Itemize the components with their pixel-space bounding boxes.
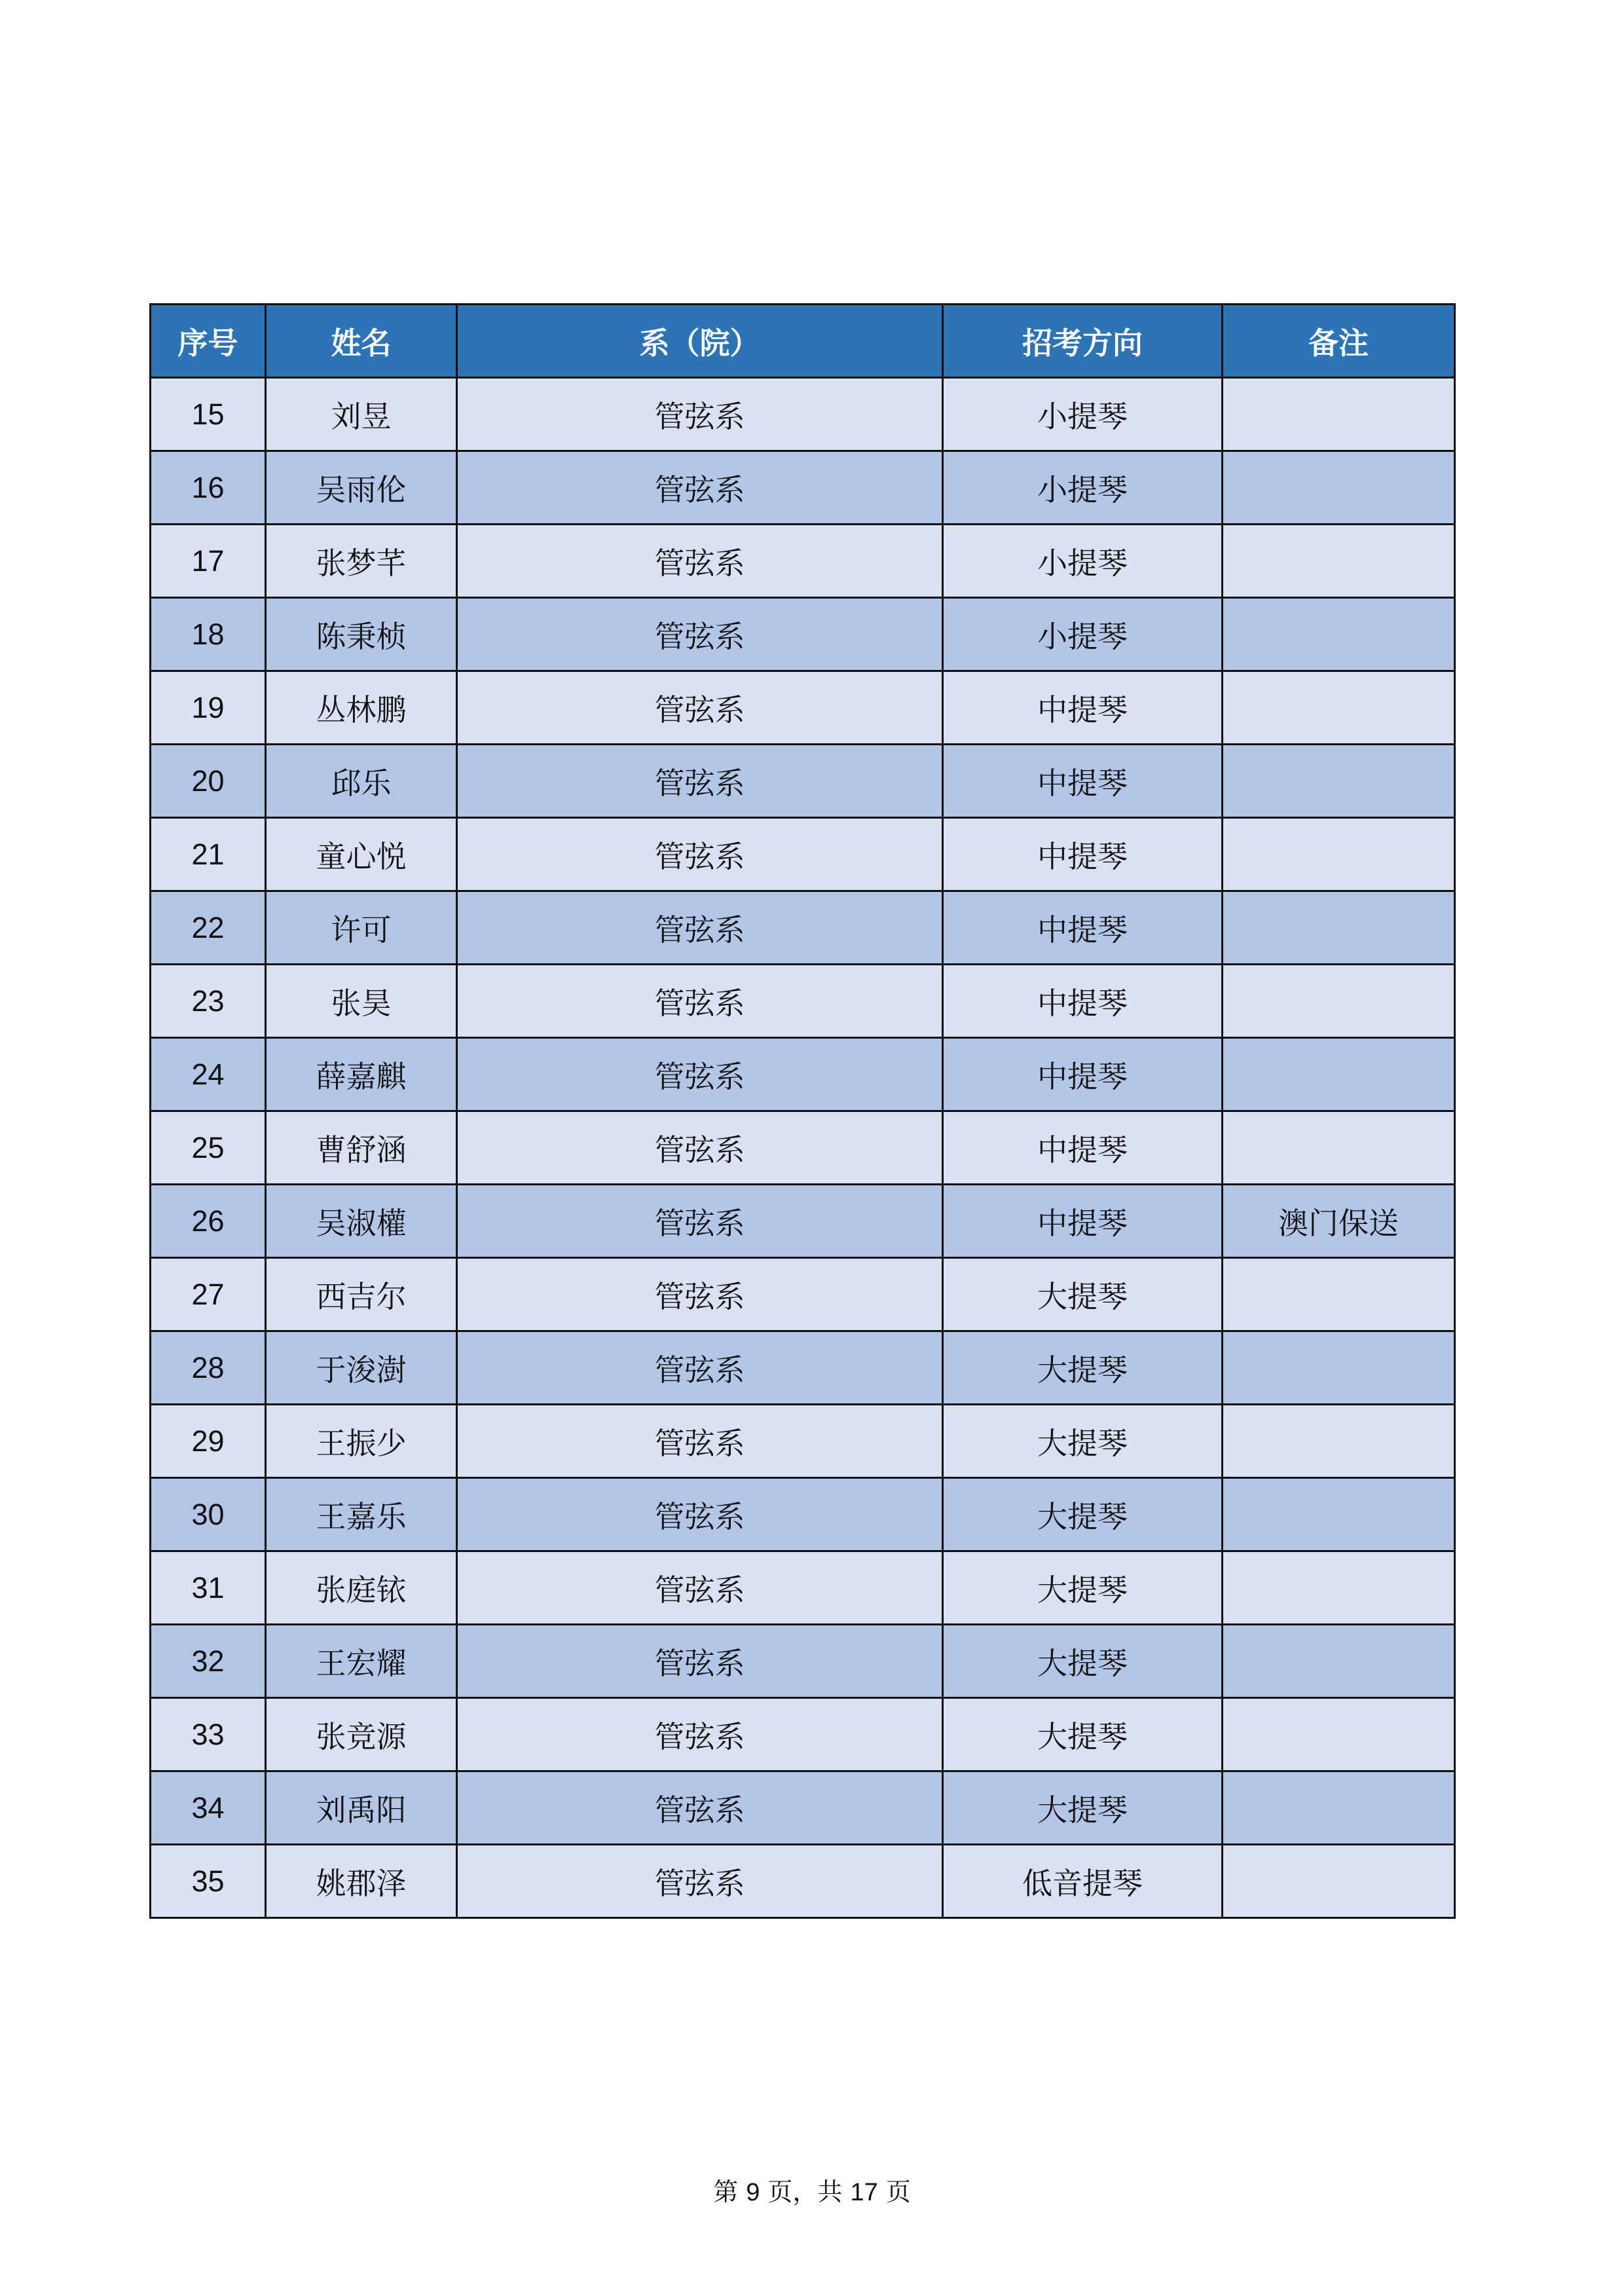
cell-name: 张竞源: [266, 1698, 457, 1771]
table-row: [151, 1258, 1455, 1331]
cell-note: [1223, 1111, 1455, 1185]
cell-department: 管弦系: [457, 598, 943, 671]
cell-direction: 大提琴: [943, 1331, 1223, 1405]
page-footer: [0, 2172, 1624, 2208]
table-row: [151, 1625, 1455, 1698]
cell-name: 陈秉桢: [266, 598, 457, 671]
cell-note: [1223, 1698, 1455, 1771]
cell-note: [1223, 671, 1455, 745]
cell-direction: 中提琴: [943, 671, 1223, 745]
cell-number: 32: [151, 1625, 266, 1698]
footer-suffix: 页: [877, 2177, 911, 2206]
table-row: [151, 1478, 1455, 1551]
cell-note: [1223, 598, 1455, 671]
table-row: [151, 1771, 1455, 1845]
cell-department: 管弦系: [457, 891, 943, 965]
table-row: [151, 1845, 1455, 1918]
cell-direction: 大提琴: [943, 1698, 1223, 1771]
cell-department: 管弦系: [457, 1258, 943, 1331]
cell-department: 管弦系: [457, 1551, 943, 1625]
cell-department: 管弦系: [457, 671, 943, 745]
table-row: [151, 598, 1455, 671]
cell-department: 管弦系: [457, 1698, 943, 1771]
cell-number: 23: [151, 965, 266, 1038]
cell-note: [1223, 1625, 1455, 1698]
cell-department: 管弦系: [457, 965, 943, 1038]
cell-note: [1223, 818, 1455, 891]
cell-name: 王振少: [266, 1405, 457, 1478]
cell-department: 管弦系: [457, 745, 943, 818]
cell-name: 刘禹阳: [266, 1771, 457, 1845]
cell-name: 吴雨伦: [266, 451, 457, 525]
cell-direction: 小提琴: [943, 378, 1223, 451]
cell-department: 管弦系: [457, 525, 943, 598]
cell-number: 15: [151, 378, 266, 451]
header-note: 备注: [1223, 305, 1455, 378]
cell-number: 16: [151, 451, 266, 525]
cell-number: 19: [151, 671, 266, 745]
cell-number: 33: [151, 1698, 266, 1771]
table-header-row: [151, 305, 1455, 378]
table-row: [151, 671, 1455, 745]
cell-number: 20: [151, 745, 266, 818]
cell-department: 管弦系: [457, 1111, 943, 1185]
cell-number: 30: [151, 1478, 266, 1551]
cell-name: 丛林鹏: [266, 671, 457, 745]
cell-direction: 小提琴: [943, 525, 1223, 598]
cell-department: 管弦系: [457, 1331, 943, 1405]
cell-note: [1223, 1331, 1455, 1405]
cell-direction: 大提琴: [943, 1771, 1223, 1845]
table-row: [151, 451, 1455, 525]
table-row: [151, 1331, 1455, 1405]
cell-number: 17: [151, 525, 266, 598]
cell-note: [1223, 1405, 1455, 1478]
cell-department: 管弦系: [457, 1625, 943, 1698]
cell-number: 24: [151, 1038, 266, 1111]
cell-note: [1223, 378, 1455, 451]
cell-direction: 大提琴: [943, 1405, 1223, 1478]
cell-direction: 中提琴: [943, 891, 1223, 965]
cell-number: 18: [151, 598, 266, 671]
cell-department: 管弦系: [457, 378, 943, 451]
cell-direction: 中提琴: [943, 1111, 1223, 1185]
cell-direction: 中提琴: [943, 1185, 1223, 1258]
table-row: [151, 378, 1455, 451]
cell-name: 张庭铱: [266, 1551, 457, 1625]
cell-name: 西吉尔: [266, 1258, 457, 1331]
footer-prefix: 第: [713, 2177, 747, 2206]
cell-department: 管弦系: [457, 1405, 943, 1478]
table-row: [151, 1038, 1455, 1111]
cell-name: 王嘉乐: [266, 1478, 457, 1551]
table-row: [151, 965, 1455, 1038]
cell-direction: 中提琴: [943, 1038, 1223, 1111]
table-row: [151, 525, 1455, 598]
cell-note: [1223, 965, 1455, 1038]
cell-name: 薛嘉麒: [266, 1038, 457, 1111]
cell-number: 28: [151, 1331, 266, 1405]
cell-note: [1223, 1258, 1455, 1331]
cell-number: 21: [151, 818, 266, 891]
table-row: [151, 1405, 1455, 1478]
footer-total-pages: 17: [850, 2179, 878, 2206]
cell-direction: 中提琴: [943, 745, 1223, 818]
cell-direction: 中提琴: [943, 965, 1223, 1038]
cell-number: 31: [151, 1551, 266, 1625]
cell-name: 张昊: [266, 965, 457, 1038]
cell-name: 吴淑權: [266, 1185, 457, 1258]
cell-direction: 低音提琴: [943, 1845, 1223, 1918]
cell-note: [1223, 1771, 1455, 1845]
cell-note: [1223, 1551, 1455, 1625]
cell-direction: 中提琴: [943, 818, 1223, 891]
table-row: [151, 891, 1455, 965]
header-number: 序号: [151, 305, 266, 378]
admission-roster-table: [149, 303, 1456, 1919]
cell-name: 王宏耀: [266, 1625, 457, 1698]
cell-direction: 小提琴: [943, 451, 1223, 525]
cell-direction: 大提琴: [943, 1478, 1223, 1551]
header-department: 系（院）: [457, 305, 943, 378]
cell-department: 管弦系: [457, 1845, 943, 1918]
cell-name: 曹舒涵: [266, 1111, 457, 1185]
cell-direction: 大提琴: [943, 1258, 1223, 1331]
header-name: 姓名: [266, 305, 457, 378]
cell-direction: 大提琴: [943, 1625, 1223, 1698]
cell-department: 管弦系: [457, 1038, 943, 1111]
cell-number: 25: [151, 1111, 266, 1185]
cell-number: 29: [151, 1405, 266, 1478]
cell-note: [1223, 1478, 1455, 1551]
table-row: [151, 1551, 1455, 1625]
cell-note: [1223, 745, 1455, 818]
table-row: [151, 818, 1455, 891]
cell-name: 童心悦: [266, 818, 457, 891]
cell-number: 22: [151, 891, 266, 965]
cell-name: 邱乐: [266, 745, 457, 818]
cell-number: 35: [151, 1845, 266, 1918]
table-body: [151, 378, 1455, 1918]
cell-number: 26: [151, 1185, 266, 1258]
cell-name: 于浚澍: [266, 1331, 457, 1405]
cell-number: 27: [151, 1258, 266, 1331]
cell-department: 管弦系: [457, 451, 943, 525]
cell-note: [1223, 1845, 1455, 1918]
cell-note: [1223, 525, 1455, 598]
cell-note: 澳门保送: [1223, 1185, 1455, 1258]
cell-name: 刘昱: [266, 378, 457, 451]
cell-number: 34: [151, 1771, 266, 1845]
cell-name: 张梦芊: [266, 525, 457, 598]
table-row: [151, 1185, 1455, 1258]
cell-department: 管弦系: [457, 1185, 943, 1258]
cell-department: 管弦系: [457, 818, 943, 891]
cell-direction: 大提琴: [943, 1551, 1223, 1625]
footer-current-page: 9: [746, 2179, 760, 2206]
footer-middle: 页，共: [760, 2177, 851, 2206]
cell-name: 姚郡泽: [266, 1845, 457, 1918]
header-direction: 招考方向: [943, 305, 1223, 378]
cell-name: 许可: [266, 891, 457, 965]
cell-department: 管弦系: [457, 1771, 943, 1845]
table-row: [151, 1111, 1455, 1185]
cell-note: [1223, 1038, 1455, 1111]
cell-note: [1223, 891, 1455, 965]
cell-direction: 小提琴: [943, 598, 1223, 671]
table-row: [151, 1698, 1455, 1771]
table-row: [151, 745, 1455, 818]
cell-department: 管弦系: [457, 1478, 943, 1551]
cell-note: [1223, 451, 1455, 525]
